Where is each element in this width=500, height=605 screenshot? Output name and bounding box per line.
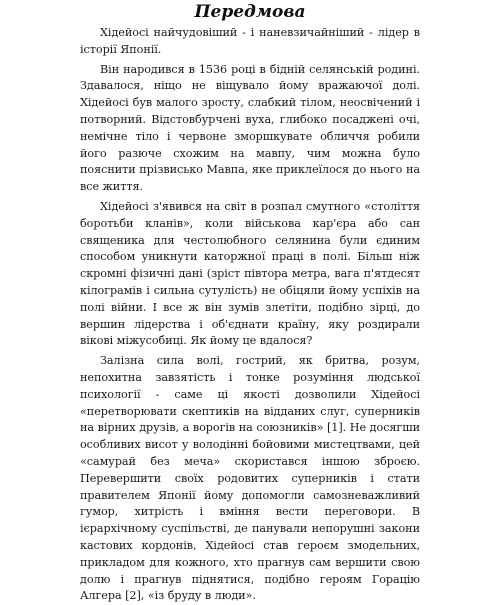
paragraph-3: Хідейосі з'явився на світ в розпал смутного «століття боротьби кланів», коли військова кар'єра або сан священика для честолюбного селянина були єдиним способом уникнути каторжної праці в полі. Більш ніж скромні фізичні дані (зріст півтора метра, вага п'ятдесят кілограмів і сильна сутулість) не обіцяли йому успіхів на полі війни. І все ж він зумів злетіти, подібно зірці, до вершин лідерства і об'єднати країну, яку роздирали вікові міжусобиці. Як йому це вдалося? [80,199,420,348]
document-page [80,0,420,603]
paragraph-4: Залізна сила волі, гострий, як бритва, розум, непохитна завзятість і тонке розуміння людської психології - саме ці якості дозволили Хідейосі «перетворювати скептиків на відданих слуг, суперників на вірних друзів, а ворогів на союзників» [1]. Не досягши особливих висот у володінні бойовими мистецтвами, цей «самурай без меча» скористався іншою зброєю. Перевершити своїх родовитих суперників і стати правителем Японії йому допомогли самозневажливий гумор, хитрість і вміння вести переговори. В ієрархічному суспільстві, де панували непорушні закони кастових кордонів, Хідейосі став героєм змодельних, прикладом для кожного, хто прагнув сам вершити свою долю і прагнув піднятися, подібно героям Горацію Алгера [2], «із бруду в люди». [80,354,420,603]
paragraph-2: Він народився в 1536 році в бідній селянській родині. Здавалося, ніщо не віщувало йому вражаючої долі. Хідейосі був малого зросту, слабкий тілом, неосвічений і потворний. Відстовбурчені вуха, глибоко посаджені очі, немічне тіло і червоне зморшкувате обличчя робили його разюче схожим на мавпу, чим можна було пояснити прізвисько Мавпа, яке приклеїлося до нього на все життя. [80,62,420,194]
paragraph-1: Хідейосі найчудовіший - і наневзичайніший - лідер в історії Японії. [80,26,420,56]
page-title: Передмова [194,2,306,22]
